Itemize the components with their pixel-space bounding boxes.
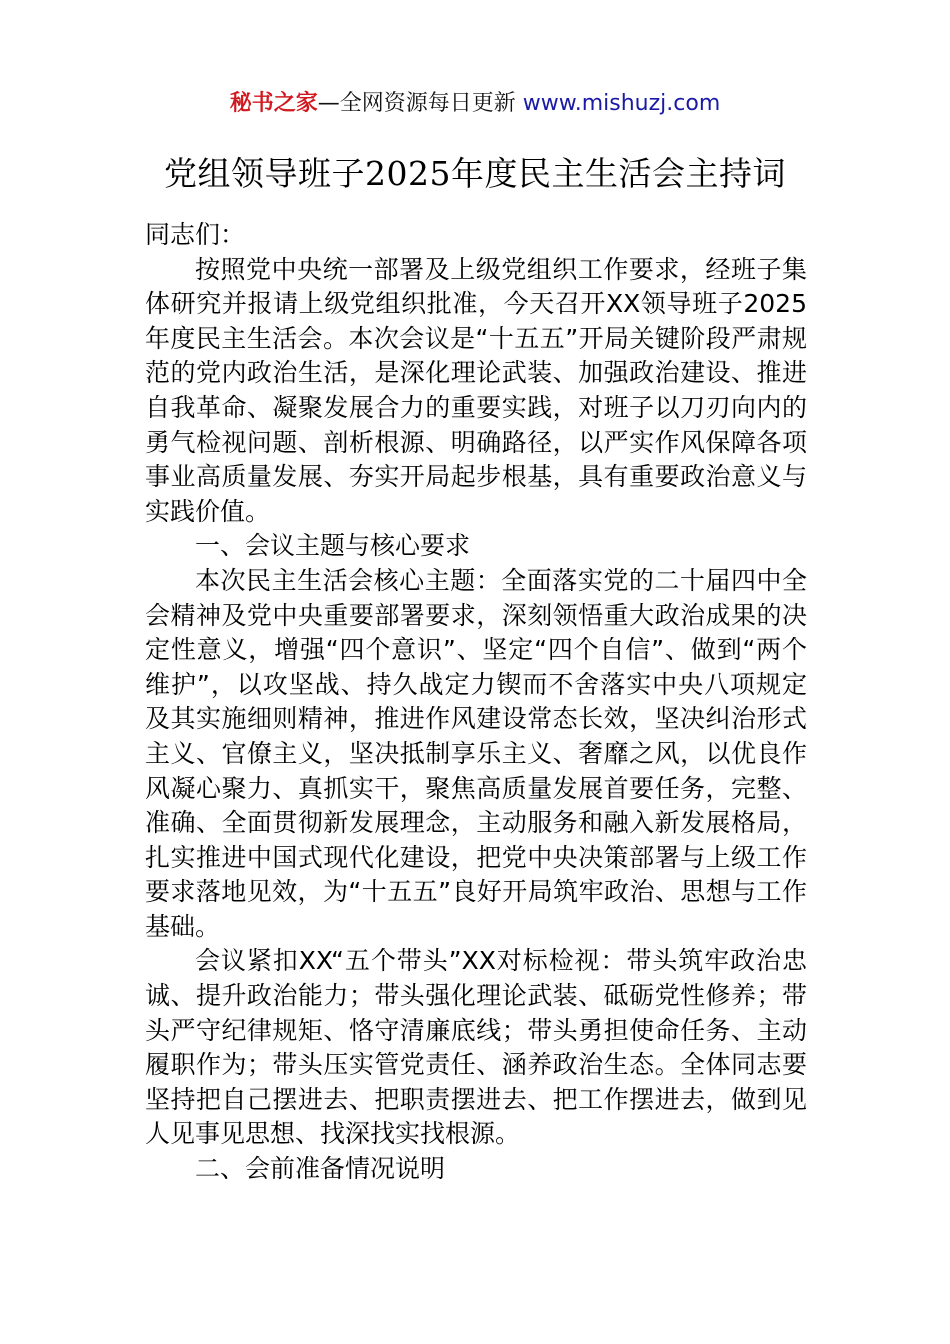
salutation: 同志们： — [145, 220, 246, 249]
brand-name: 秘书之家 — [229, 91, 318, 116]
site-url-link[interactable]: www.mishuzj.com — [522, 91, 721, 116]
banner-tagline: —全网资源每日更新 — [317, 91, 516, 116]
document-body — [145, 218, 807, 1187]
site-banner — [0, 88, 950, 120]
section-heading-2: 二、会前准备情况说明 — [195, 1154, 446, 1184]
paragraph-intro: 按照党中央统一部署及上级党组织工作要求，经班子集体研究并报请上级党组织批准，今天召开XX领导班子2025年度民主生活会。本次会议是“十五五”开局关键阶段严肃规范的党内政治生活，是深化理论武装、加强政治建设、推进自我革命、凝聚发展合力的重要实践，对班子以刀刃向内的勇气检视问题、剖析根源、明确路径，以严实作风保障各项事业高质量发展、夯实开局起步根基，具有重要政治意义与实践价值。 — [145, 254, 807, 526]
section-heading-1: 一、会议主题与核心要求 — [195, 531, 471, 561]
paragraph-five-leads: 会议紧扣XX“五个带头”XX对标检视：带头筑牢政治忠诚、提升政治能力；带头强化理论武装、砥砺党性修养；带头严守纪律规矩、恪守清廉底线；带头勇担使命任务、主动履职作为；带头压实管党责任、涵养政治生态。全体同志要坚持把自己摆进去、把职责摆进去、把工作摆进去，做到见人见事见思想、找深找实找根源。 — [145, 946, 807, 1149]
document-title: 党组领导班子2025年度民主生活会主持词 — [164, 154, 786, 193]
paragraph-theme: 本次民主生活会核心主题：全面落实党的二十届四中全会精神及党中央重要部署要求，深刻领悟重大政治成果的决定性意义，增强“四个意识”、坚定“四个自信”、做到“两个维护”，以攻坚战、持久战定力锲而不舍落实中央八项规定及其实施细则精神，推进作风建设常态长效，坚决纠治形式主义、官僚主义，坚决抵制享乐主义、奢靡之风，以优良作风凝心聚力、真抓实干，聚焦高质量发展首要任务，完整、准确、全面贯彻新发展理念，主动服务和融入新发展格局，扎实推进中国式现代化建设，把党中央决策部署与上级工作要求落地见效，为“十五五”良好开局筑牢政治、思想与工作基础。 — [145, 565, 807, 941]
